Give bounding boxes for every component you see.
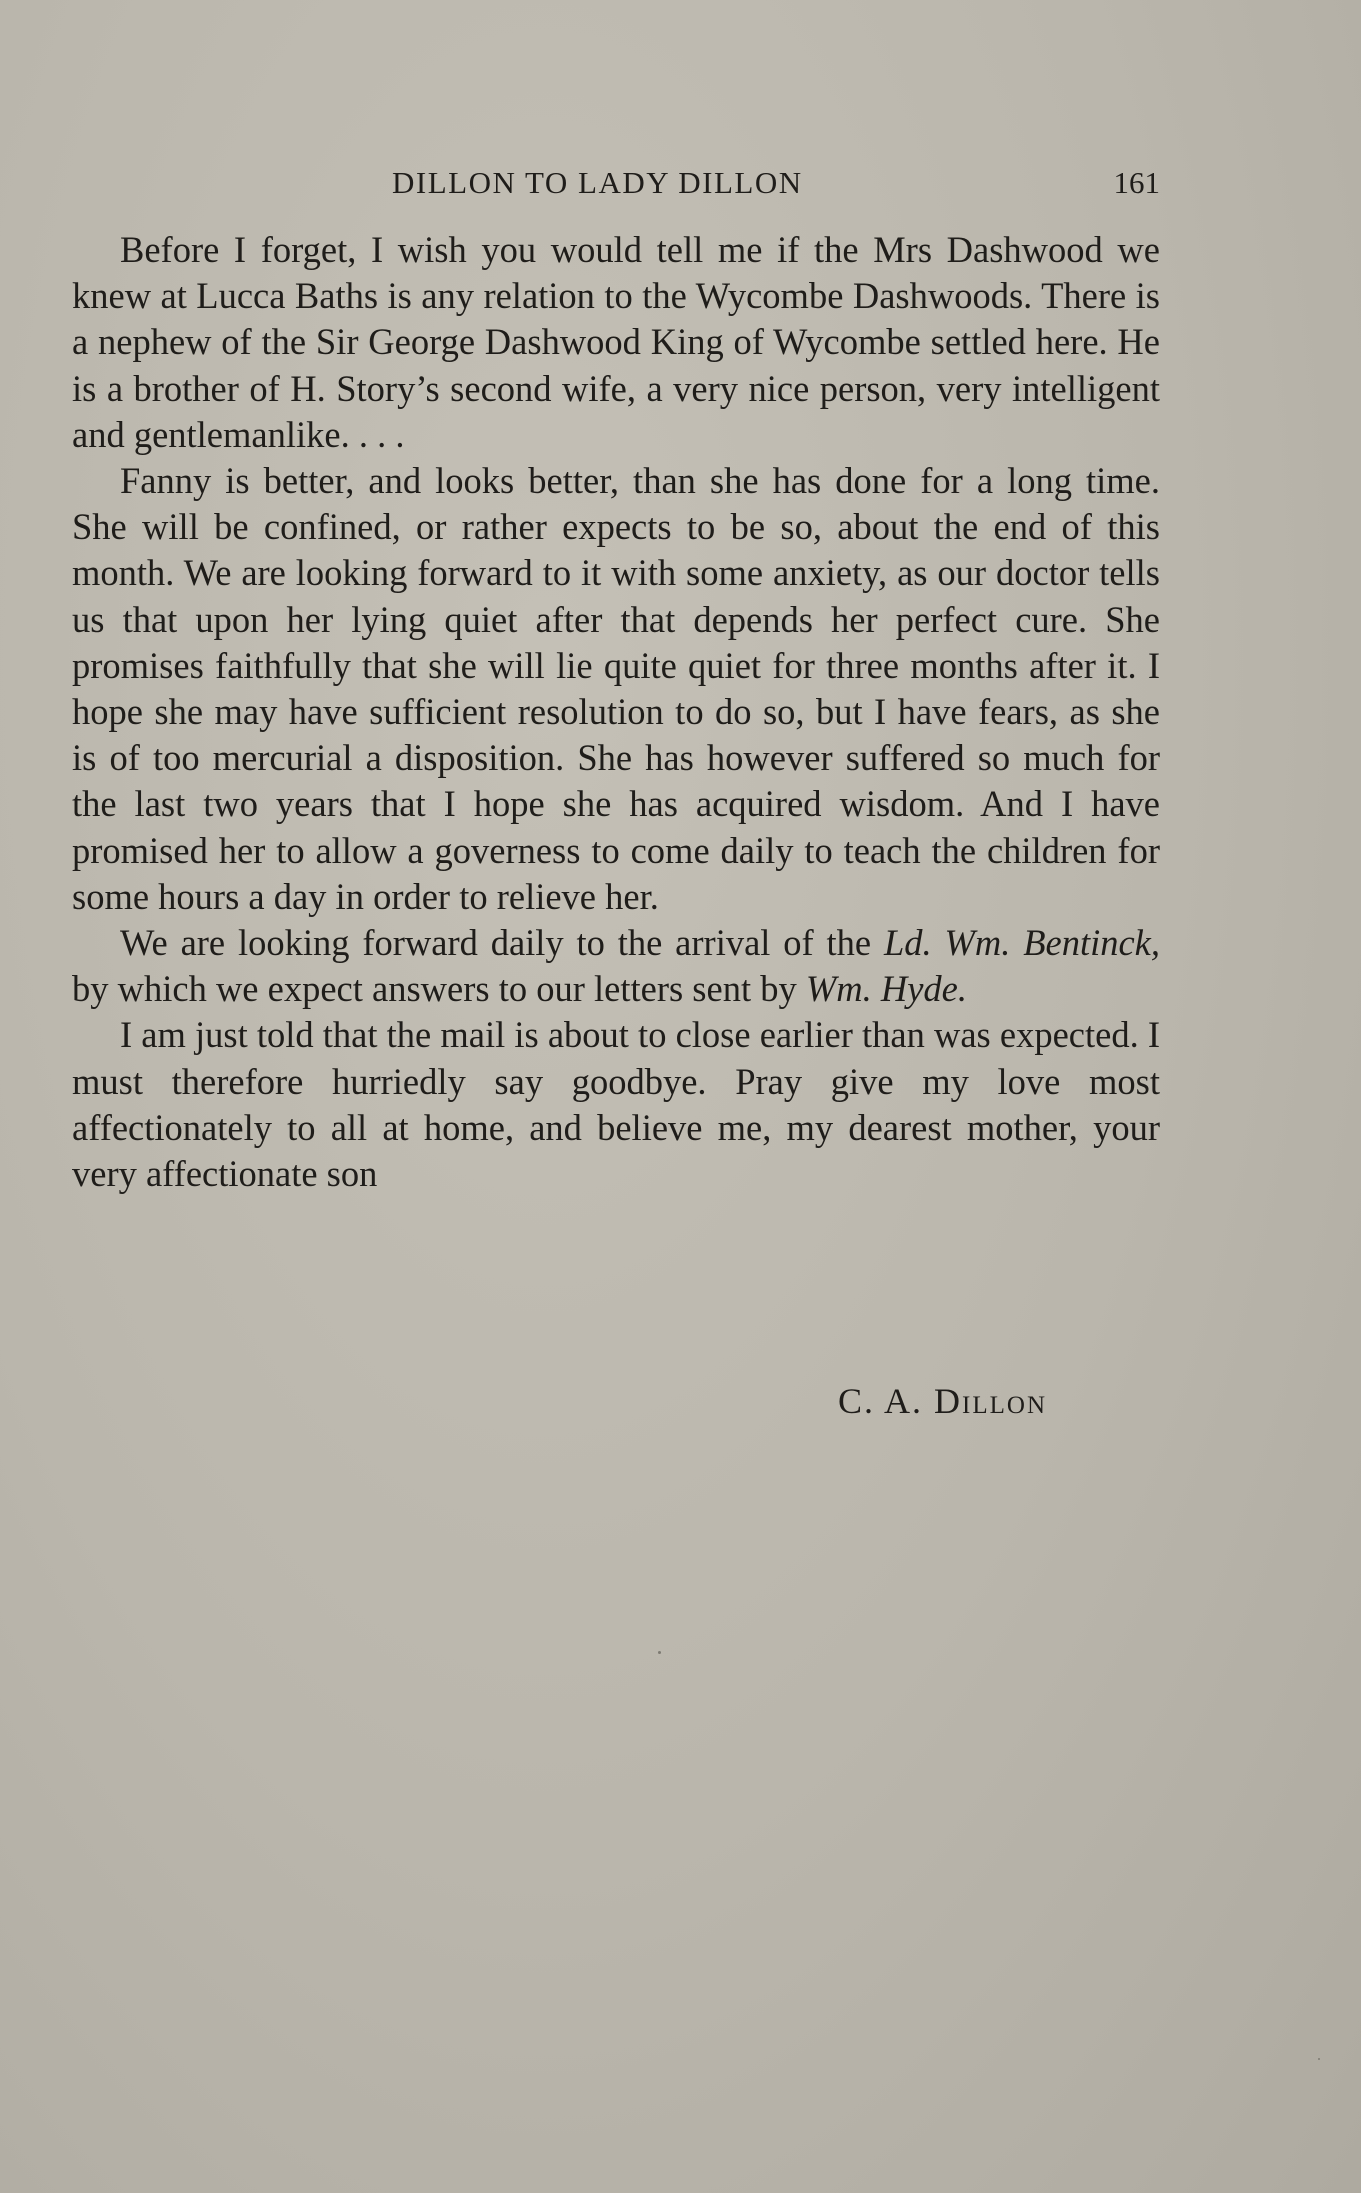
- ship-name-bentinck: Ld. Wm. Bentinck,: [883, 922, 1160, 964]
- running-head: [70, 165, 1160, 209]
- paragraph-4: I am just told that the mail is about to close earlier than was expected. I must therefore hurriedly say goodbye. Pray give my love most affectionately to all at home, and believe me, my dearest mother, your very affectionate son: [72, 1014, 1160, 1195]
- running-title: DILLON TO LADY DILLON: [392, 165, 803, 200]
- paragraph-3-text-b: by which we expect answers to our letters sent by: [72, 968, 806, 1010]
- signature: C. A. Dillon: [838, 1381, 1047, 1421]
- page-number: 161: [1113, 165, 1160, 200]
- paragraph-3: [72, 920, 1160, 1012]
- ship-name-hyde: Wm. Hyde.: [805, 968, 968, 1010]
- letter-body: [72, 227, 1160, 1197]
- paragraph-1: Before I forget, I wish you would tell me if the Mrs Dashwood we knew at Lucca Baths is any relation to the Wycombe Dashwoods. There is a nephew of the Sir George Dashwood King of Wycombe settled here. He is a brother of H. Story’s second wife, a very nice person, very intelligent and gentlemanlike. . . .: [72, 229, 1160, 455]
- paper-speck: [658, 1651, 661, 1654]
- paragraph-2: Fanny is better, and looks better, than she has done for a long time. She will be confined, or rather expects to be so, about the end of this month. We are looking forward to it with some anxiety, as our doctor tells us that upon her lying quiet after that depends her perfect cure. She promises faithfully that she will lie quite quiet for three months after it. I hope she may have sufficient resolution to do so, but I have fears, as she is of too mercurial a disposition. She has however suffered so much for the last two years that I hope she has acquired wisdom. And I have promised her to allow a governess to come daily to teach the children for some hours a day in order to relieve her.: [72, 460, 1160, 917]
- paragraph-3-text-a: We are looking forward daily to the arrival of the: [120, 922, 884, 964]
- paper-speck: [1318, 2058, 1320, 2060]
